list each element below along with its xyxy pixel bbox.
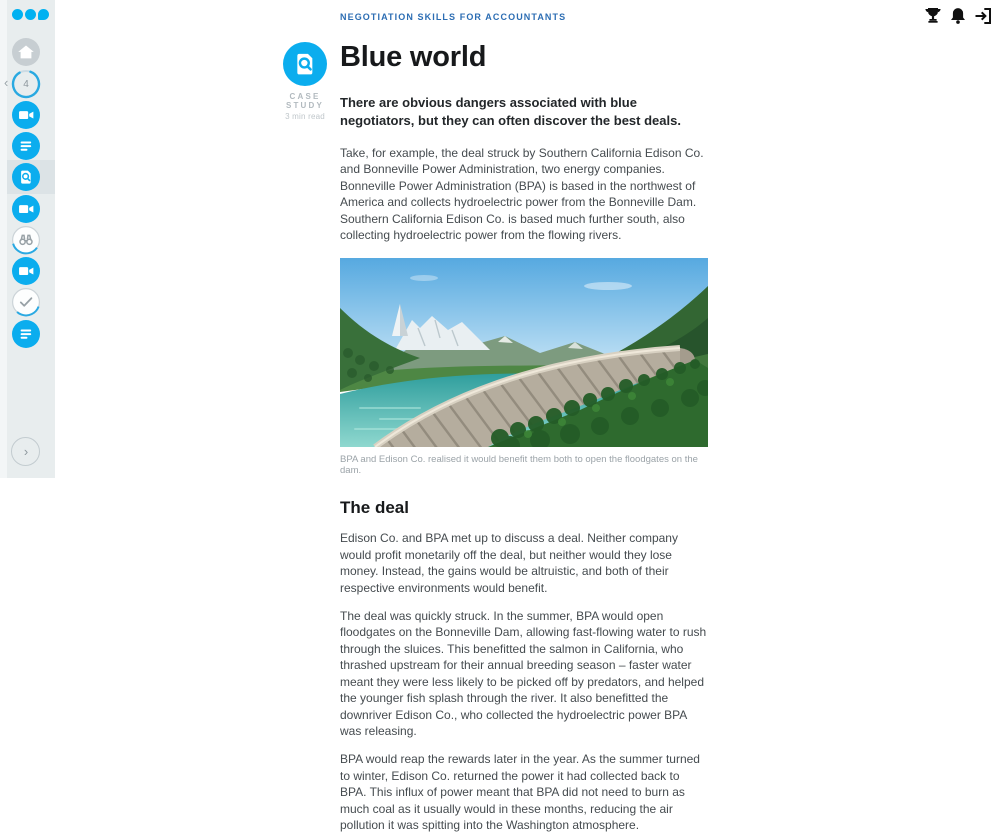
- article-intro: There are obvious dangers associated with blue negotiators, but they can often discover the best deals.: [340, 95, 681, 128]
- trophy-icon: [923, 6, 943, 26]
- video-icon: [12, 101, 40, 129]
- sidebar-item-video-2[interactable]: [12, 195, 40, 223]
- sign-out-button[interactable]: [973, 6, 993, 26]
- achievements-button[interactable]: [923, 6, 943, 26]
- sidebar-item-article-2[interactable]: [12, 320, 40, 348]
- sidebar-item-video-1[interactable]: [12, 101, 40, 129]
- sidebar-item-quiz[interactable]: [11, 288, 41, 316]
- article-section: [340, 498, 708, 833]
- bell-icon: [948, 6, 968, 26]
- sidebar-item-video-3[interactable]: [12, 257, 40, 285]
- logo-dot-icon: [12, 9, 23, 20]
- article-list-icon: [12, 132, 40, 160]
- notifications-button[interactable]: [948, 6, 968, 26]
- article-figure: [340, 258, 708, 476]
- dam-photo: [340, 258, 708, 447]
- sign-out-icon: [973, 6, 993, 26]
- dam-photo-illustration: [340, 258, 708, 447]
- check-icon: [11, 287, 41, 317]
- article-list-icon: [12, 320, 40, 348]
- sidebar-item-home[interactable]: [12, 38, 40, 66]
- progress-step-number: 4: [23, 78, 29, 90]
- home-icon: [12, 38, 40, 66]
- topbar-actions: [923, 6, 993, 26]
- badge-label-line2: STUDY: [285, 101, 325, 110]
- article-type-badge: [282, 42, 328, 121]
- image-caption: BPA and Edison Co. realised it would benefit them both to open the floodgates on the dam.: [340, 454, 698, 477]
- article-content: [340, 40, 708, 833]
- logo-dot-icon: [25, 9, 36, 20]
- app-logo[interactable]: [12, 9, 49, 20]
- course-title-link[interactable]: NEGOTIATION SKILLS FOR ACCOUNTANTS: [340, 12, 567, 22]
- back-chevron-icon[interactable]: ‹: [4, 75, 9, 90]
- video-icon: [12, 195, 40, 223]
- section-paragraph: BPA would reap the rewards later in the year. As the summer turned to winter, Edison Co. returned the power it had collected back to BPA. This influx of power meant that BPA did not need to burn as much coal as it usually would in these months, reducing the air pollution it was spitting into the Washington atmosphere.: [340, 752, 700, 832]
- case-study-badge-icon: [283, 42, 327, 86]
- sidebar-item-article-1[interactable]: [12, 132, 40, 160]
- case-study-search-icon: [12, 163, 40, 191]
- article-paragraph: Take, for example, the deal struck by Southern California Edison Co. and Bonneville Power Administration, two energy companies. Bonneville Power Administration (BPA) is based in the northwest of America and collects hydroelectric power from the Bonneville Dam. Southern California Edison Co. is based much further south, also collecting hydroelectric power from the flowing rivers.: [340, 146, 704, 243]
- read-time-label: 3 min read: [285, 112, 325, 121]
- section-heading: The deal: [340, 498, 409, 518]
- course-sidebar: [0, 0, 55, 478]
- sidebar-item-case-study[interactable]: [12, 163, 40, 191]
- section-paragraph: The deal was quickly struck. In the summer, BPA would open floodgates on the Bonneville Dam, allowing fast-flowing water to rush through the sluices. This benefitted the salmon in California, who thrashed upstream for their annual breeding season – faster water meant they were less likely to be picked off by predators, and helped the younger fish splash through the river. It also benefitted the downriver Edison Co., who collected the hydroelectric power BPA was releasing.: [340, 609, 707, 738]
- sidebar-rail: [0, 0, 7, 478]
- article-title: Blue world: [340, 41, 487, 73]
- badge-label-line1: CASE: [289, 92, 321, 101]
- section-paragraph: Edison Co. and BPA met up to discuss a deal. Neither company would profit monetarily off the deal, but neither would they lose money. Instead, the gains would be altruistic, and both of their respective environments would benefit.: [340, 531, 678, 595]
- sidebar-item-explore[interactable]: [11, 226, 41, 254]
- sidebar-item-progress[interactable]: [11, 69, 41, 99]
- case-study-search-icon: [283, 42, 327, 86]
- binoculars-icon: [11, 225, 41, 255]
- video-icon: [12, 257, 40, 285]
- expand-sidebar-button[interactable]: ›: [11, 437, 40, 466]
- logo-dot-icon: [38, 9, 49, 20]
